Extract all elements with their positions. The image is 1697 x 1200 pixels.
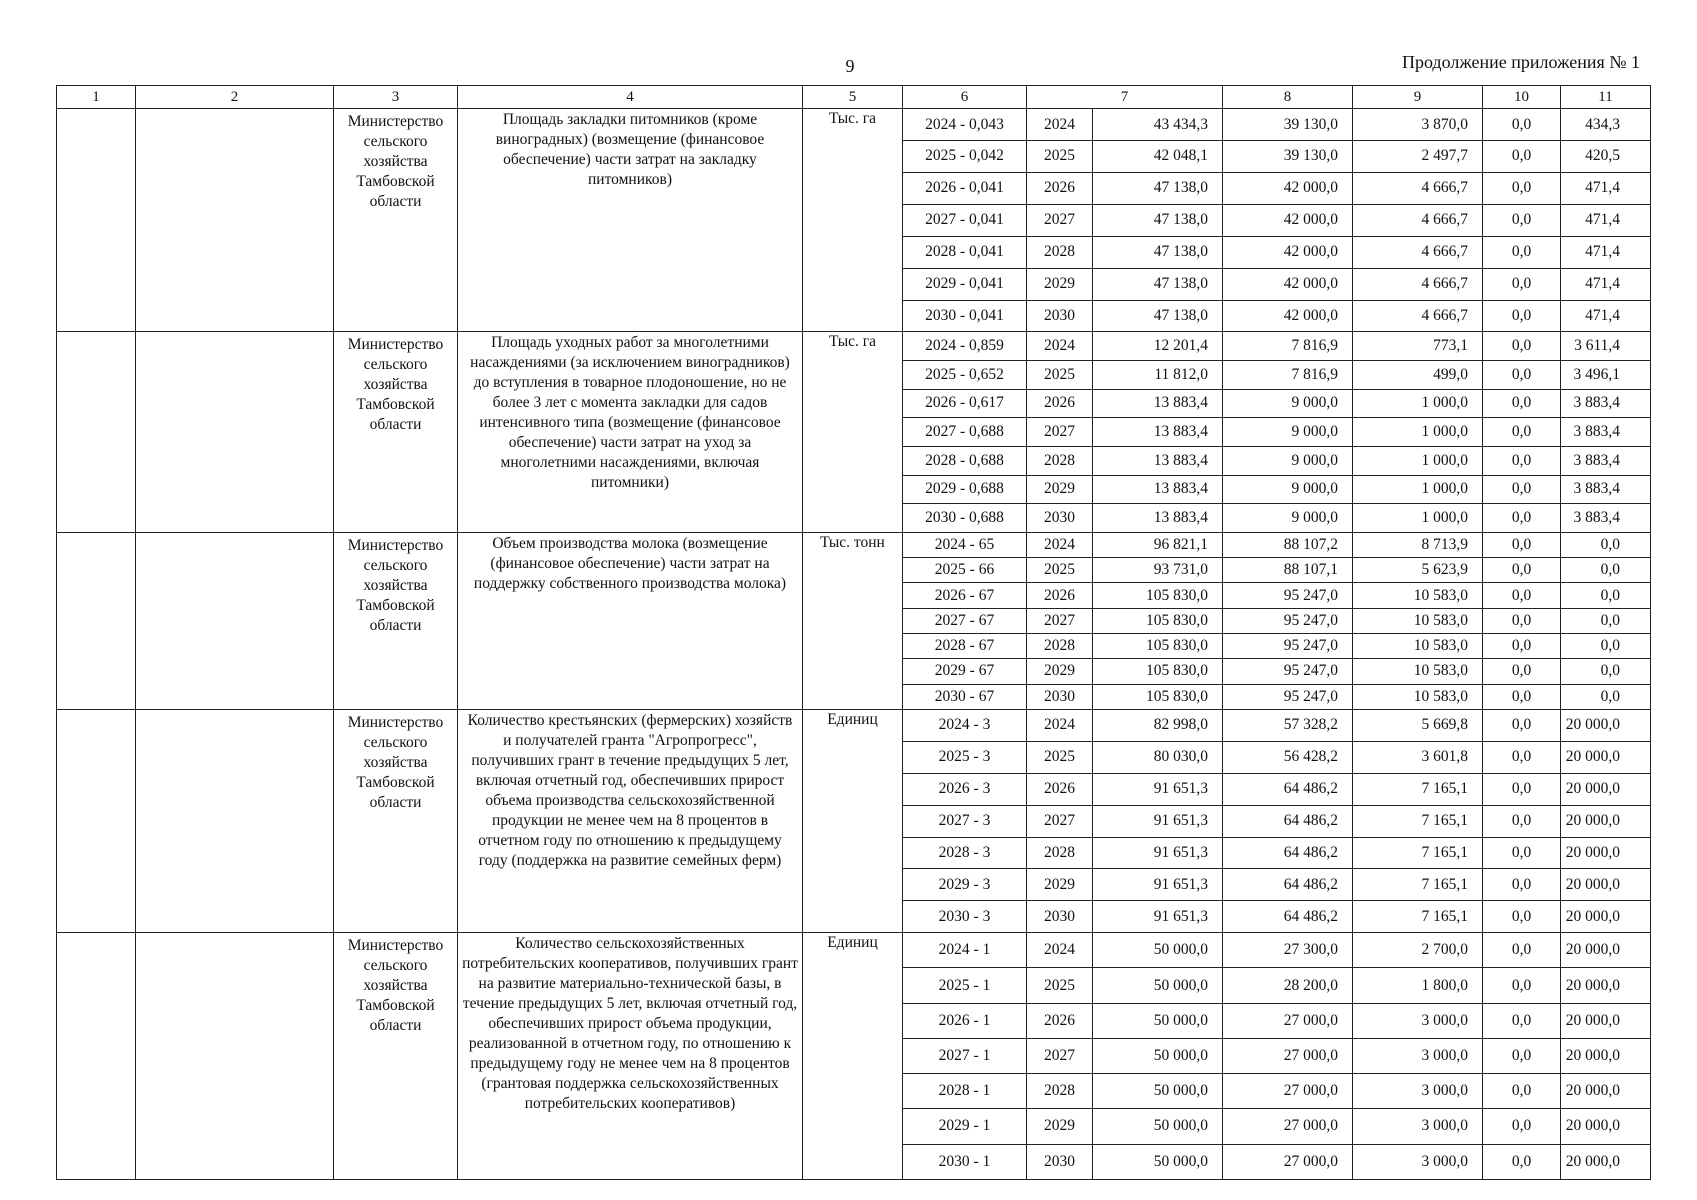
table-row <box>57 709 1651 741</box>
col8-amount-cell: 27 000,0 <box>1223 1109 1353 1144</box>
col2-cell <box>136 532 334 709</box>
col8-amount-cell: 27 000,0 <box>1223 1074 1353 1109</box>
target-value-cell: 2026 - 0,041 <box>903 172 1027 204</box>
total-amount-cell: 13 883,4 <box>1093 446 1223 475</box>
col10-amount-cell: 0,0 <box>1483 1109 1561 1144</box>
col8-amount-cell: 9 000,0 <box>1223 418 1353 447</box>
col9-amount-cell: 3 601,8 <box>1353 741 1483 773</box>
col10-amount-cell: 0,0 <box>1483 389 1561 418</box>
total-amount-cell: 13 883,4 <box>1093 504 1223 533</box>
total-amount-cell: 50 000,0 <box>1093 1038 1223 1073</box>
total-amount-cell: 43 434,3 <box>1093 109 1223 141</box>
year-cell: 2027 <box>1027 805 1093 837</box>
table-row <box>57 332 1651 361</box>
col10-amount-cell: 0,0 <box>1483 504 1561 533</box>
total-amount-cell: 50 000,0 <box>1093 1074 1223 1109</box>
col9-amount-cell: 4 666,7 <box>1353 268 1483 300</box>
col2-cell <box>136 933 334 1180</box>
year-cell: 2024 <box>1027 709 1093 741</box>
total-amount-cell: 13 883,4 <box>1093 389 1223 418</box>
header-col-2: 2 <box>136 86 334 109</box>
col10-amount-cell: 0,0 <box>1483 1038 1561 1073</box>
col2-cell <box>136 109 334 332</box>
col11-amount-cell: 20 000,0 <box>1561 773 1651 805</box>
col8-amount-cell: 9 000,0 <box>1223 504 1353 533</box>
col10-amount-cell: 0,0 <box>1483 933 1561 968</box>
target-value-cell: 2024 - 0,859 <box>903 332 1027 361</box>
col11-amount-cell: 471,4 <box>1561 204 1651 236</box>
col9-amount-cell: 10 583,0 <box>1353 633 1483 658</box>
col8-amount-cell: 27 000,0 <box>1223 1144 1353 1179</box>
header-col-4: 4 <box>458 86 803 109</box>
col10-amount-cell: 0,0 <box>1483 805 1561 837</box>
target-value-cell: 2030 - 0,688 <box>903 504 1027 533</box>
col10-amount-cell: 0,0 <box>1483 236 1561 268</box>
col2-cell <box>136 332 334 532</box>
ministry-cell: Министерство сельского хозяйства Тамбовской области <box>334 709 458 932</box>
target-value-cell: 2026 - 67 <box>903 583 1027 608</box>
col10-amount-cell: 0,0 <box>1483 558 1561 583</box>
year-cell: 2026 <box>1027 773 1093 805</box>
year-cell: 2028 <box>1027 446 1093 475</box>
col11-amount-cell: 471,4 <box>1561 300 1651 332</box>
col8-amount-cell: 42 000,0 <box>1223 300 1353 332</box>
target-value-cell: 2027 - 1 <box>903 1038 1027 1073</box>
total-amount-cell: 50 000,0 <box>1093 968 1223 1003</box>
year-cell: 2025 <box>1027 968 1093 1003</box>
target-value-cell: 2027 - 0,688 <box>903 418 1027 447</box>
year-cell: 2030 <box>1027 901 1093 933</box>
col11-amount-cell: 0,0 <box>1561 583 1651 608</box>
col11-amount-cell: 20 000,0 <box>1561 741 1651 773</box>
total-amount-cell: 91 651,3 <box>1093 805 1223 837</box>
col9-amount-cell: 5 623,9 <box>1353 558 1483 583</box>
col11-amount-cell: 3 883,4 <box>1561 446 1651 475</box>
header-col-10: 10 <box>1483 86 1561 109</box>
col8-amount-cell: 64 486,2 <box>1223 869 1353 901</box>
year-cell: 2028 <box>1027 633 1093 658</box>
col10-amount-cell: 0,0 <box>1483 300 1561 332</box>
target-value-cell: 2027 - 3 <box>903 805 1027 837</box>
col10-amount-cell: 0,0 <box>1483 475 1561 504</box>
col9-amount-cell: 7 165,1 <box>1353 773 1483 805</box>
target-value-cell: 2025 - 1 <box>903 968 1027 1003</box>
indicator-cell: Количество сельскохозяйственных потребительских кооперативов, получивших грант на развитие материально-технической базы, в течение предыдущих 5 лет, включая отчетный год, обеспечивших прирост объема продукции, реализованной в отчетном году, по отношению к предыдущему году не менее чем на 8 процентов (грантовая поддержка сельскохозяйственных потребительских кооперативов) <box>458 933 803 1180</box>
col9-amount-cell: 499,0 <box>1353 361 1483 390</box>
target-value-cell: 2028 - 0,041 <box>903 236 1027 268</box>
col11-amount-cell: 20 000,0 <box>1561 1144 1651 1179</box>
year-cell: 2025 <box>1027 558 1093 583</box>
col9-amount-cell: 8 713,9 <box>1353 532 1483 557</box>
ministry-cell: Министерство сельского хозяйства Тамбовской области <box>334 532 458 709</box>
col9-amount-cell: 10 583,0 <box>1353 583 1483 608</box>
col1-cell <box>57 709 136 932</box>
total-amount-cell: 105 830,0 <box>1093 633 1223 658</box>
col11-amount-cell: 0,0 <box>1561 558 1651 583</box>
year-cell: 2026 <box>1027 1003 1093 1038</box>
total-amount-cell: 47 138,0 <box>1093 300 1223 332</box>
col9-amount-cell: 7 165,1 <box>1353 869 1483 901</box>
header-col-7: 7 <box>1027 86 1223 109</box>
unit-cell: Тыс. га <box>803 332 903 532</box>
year-cell: 2025 <box>1027 741 1093 773</box>
col9-amount-cell: 1 000,0 <box>1353 446 1483 475</box>
target-value-cell: 2025 - 0,652 <box>903 361 1027 390</box>
col11-amount-cell: 20 000,0 <box>1561 933 1651 968</box>
year-cell: 2024 <box>1027 332 1093 361</box>
total-amount-cell: 47 138,0 <box>1093 172 1223 204</box>
col11-amount-cell: 471,4 <box>1561 268 1651 300</box>
budget-table-container <box>56 85 1650 1180</box>
total-amount-cell: 50 000,0 <box>1093 1003 1223 1038</box>
col8-amount-cell: 64 486,2 <box>1223 837 1353 869</box>
col11-amount-cell: 420,5 <box>1561 141 1651 173</box>
col9-amount-cell: 3 870,0 <box>1353 109 1483 141</box>
header-col-9: 9 <box>1353 86 1483 109</box>
col8-amount-cell: 64 486,2 <box>1223 901 1353 933</box>
col10-amount-cell: 0,0 <box>1483 332 1561 361</box>
col10-amount-cell: 0,0 <box>1483 172 1561 204</box>
year-cell: 2030 <box>1027 1144 1093 1179</box>
year-cell: 2025 <box>1027 361 1093 390</box>
col11-amount-cell: 20 000,0 <box>1561 1038 1651 1073</box>
col8-amount-cell: 64 486,2 <box>1223 805 1353 837</box>
col9-amount-cell: 3 000,0 <box>1353 1144 1483 1179</box>
col8-amount-cell: 42 000,0 <box>1223 204 1353 236</box>
col9-amount-cell: 3 000,0 <box>1353 1109 1483 1144</box>
header-col-11: 11 <box>1561 86 1651 109</box>
col10-amount-cell: 0,0 <box>1483 268 1561 300</box>
col9-amount-cell: 3 000,0 <box>1353 1074 1483 1109</box>
col10-amount-cell: 0,0 <box>1483 1144 1561 1179</box>
target-value-cell: 2029 - 0,688 <box>903 475 1027 504</box>
target-value-cell: 2028 - 1 <box>903 1074 1027 1109</box>
col8-amount-cell: 64 486,2 <box>1223 773 1353 805</box>
year-cell: 2024 <box>1027 532 1093 557</box>
target-value-cell: 2024 - 65 <box>903 532 1027 557</box>
col8-amount-cell: 95 247,0 <box>1223 608 1353 633</box>
total-amount-cell: 82 998,0 <box>1093 709 1223 741</box>
total-amount-cell: 47 138,0 <box>1093 204 1223 236</box>
total-amount-cell: 42 048,1 <box>1093 141 1223 173</box>
col8-amount-cell: 27 000,0 <box>1223 1003 1353 1038</box>
year-cell: 2027 <box>1027 608 1093 633</box>
indicator-cell: Объем производства молока (возмещение (финансовое обеспечение) части затрат на поддержку собственного производства молока) <box>458 532 803 709</box>
total-amount-cell: 93 731,0 <box>1093 558 1223 583</box>
col9-amount-cell: 10 583,0 <box>1353 608 1483 633</box>
indicator-cell: Количество крестьянских (фермерских) хозяйств и получателей гранта "Агропрогресс", получивших грант в течение предыдущих 5 лет, включая отчетный год, обеспечивших прирост объема производства сельскохозяйственной продукции не менее чем на 8 процентов в отчетном году по отношению к предыдущему году (поддержка на развитие семейных ферм) <box>458 709 803 932</box>
year-cell: 2029 <box>1027 268 1093 300</box>
col10-amount-cell: 0,0 <box>1483 532 1561 557</box>
col9-amount-cell: 1 000,0 <box>1353 389 1483 418</box>
target-value-cell: 2030 - 0,041 <box>903 300 1027 332</box>
year-cell: 2027 <box>1027 1038 1093 1073</box>
col11-amount-cell: 3 883,4 <box>1561 475 1651 504</box>
year-cell: 2030 <box>1027 300 1093 332</box>
col10-amount-cell: 0,0 <box>1483 968 1561 1003</box>
header-col-5: 5 <box>803 86 903 109</box>
target-value-cell: 2025 - 3 <box>903 741 1027 773</box>
table-row <box>57 933 1651 968</box>
col10-amount-cell: 0,0 <box>1483 141 1561 173</box>
ministry-cell: Министерство сельского хозяйства Тамбовской области <box>334 933 458 1180</box>
col10-amount-cell: 0,0 <box>1483 109 1561 141</box>
col2-cell <box>136 709 334 932</box>
col11-amount-cell: 20 000,0 <box>1561 968 1651 1003</box>
indicator-cell: Площадь уходных работ за многолетними насаждениями (за исключением виноградников) до вступления в товарное плодоношение, но не более 3 лет с момента закладки для садов интенсивного типа (возмещение (финансовое обеспечение) части затрат на уход за многолетними насаждениями, включая питомники) <box>458 332 803 532</box>
target-value-cell: 2024 - 1 <box>903 933 1027 968</box>
target-value-cell: 2030 - 1 <box>903 1144 1027 1179</box>
col10-amount-cell: 0,0 <box>1483 684 1561 709</box>
total-amount-cell: 105 830,0 <box>1093 659 1223 684</box>
total-amount-cell: 80 030,0 <box>1093 741 1223 773</box>
year-cell: 2028 <box>1027 1074 1093 1109</box>
col11-amount-cell: 20 000,0 <box>1561 869 1651 901</box>
total-amount-cell: 11 812,0 <box>1093 361 1223 390</box>
year-cell: 2026 <box>1027 172 1093 204</box>
col8-amount-cell: 9 000,0 <box>1223 389 1353 418</box>
unit-cell: Тыс. тонн <box>803 532 903 709</box>
col11-amount-cell: 3 611,4 <box>1561 332 1651 361</box>
year-cell: 2025 <box>1027 141 1093 173</box>
col8-amount-cell: 42 000,0 <box>1223 268 1353 300</box>
col10-amount-cell: 0,0 <box>1483 837 1561 869</box>
year-cell: 2029 <box>1027 475 1093 504</box>
target-value-cell: 2027 - 0,041 <box>903 204 1027 236</box>
year-cell: 2027 <box>1027 204 1093 236</box>
col9-amount-cell: 4 666,7 <box>1353 236 1483 268</box>
year-cell: 2029 <box>1027 659 1093 684</box>
header-col-6: 6 <box>903 86 1027 109</box>
target-value-cell: 2029 - 3 <box>903 869 1027 901</box>
col1-cell <box>57 933 136 1180</box>
unit-cell: Единиц <box>803 933 903 1180</box>
col10-amount-cell: 0,0 <box>1483 361 1561 390</box>
target-value-cell: 2024 - 3 <box>903 709 1027 741</box>
col8-amount-cell: 56 428,2 <box>1223 741 1353 773</box>
total-amount-cell: 13 883,4 <box>1093 475 1223 504</box>
target-value-cell: 2024 - 0,043 <box>903 109 1027 141</box>
total-amount-cell: 13 883,4 <box>1093 418 1223 447</box>
total-amount-cell: 105 830,0 <box>1093 583 1223 608</box>
year-cell: 2028 <box>1027 837 1093 869</box>
target-value-cell: 2029 - 0,041 <box>903 268 1027 300</box>
col11-amount-cell: 434,3 <box>1561 109 1651 141</box>
col8-amount-cell: 95 247,0 <box>1223 583 1353 608</box>
total-amount-cell: 50 000,0 <box>1093 1109 1223 1144</box>
total-amount-cell: 47 138,0 <box>1093 268 1223 300</box>
col9-amount-cell: 4 666,7 <box>1353 300 1483 332</box>
year-cell: 2028 <box>1027 236 1093 268</box>
header-col-3: 3 <box>334 86 458 109</box>
total-amount-cell: 105 830,0 <box>1093 608 1223 633</box>
year-cell: 2029 <box>1027 869 1093 901</box>
col10-amount-cell: 0,0 <box>1483 1074 1561 1109</box>
col11-amount-cell: 20 000,0 <box>1561 837 1651 869</box>
target-value-cell: 2028 - 3 <box>903 837 1027 869</box>
col11-amount-cell: 0,0 <box>1561 684 1651 709</box>
col1-cell <box>57 109 136 332</box>
col9-amount-cell: 2 700,0 <box>1353 933 1483 968</box>
col11-amount-cell: 0,0 <box>1561 608 1651 633</box>
year-cell: 2026 <box>1027 583 1093 608</box>
col10-amount-cell: 0,0 <box>1483 659 1561 684</box>
budget-table <box>56 85 1651 1180</box>
col9-amount-cell: 1 000,0 <box>1353 504 1483 533</box>
col10-amount-cell: 0,0 <box>1483 446 1561 475</box>
col9-amount-cell: 5 669,8 <box>1353 709 1483 741</box>
col9-amount-cell: 1 800,0 <box>1353 968 1483 1003</box>
col9-amount-cell: 7 165,1 <box>1353 837 1483 869</box>
table-row <box>57 109 1651 141</box>
col8-amount-cell: 88 107,1 <box>1223 558 1353 583</box>
col1-cell <box>57 532 136 709</box>
total-amount-cell: 50 000,0 <box>1093 1144 1223 1179</box>
col9-amount-cell: 3 000,0 <box>1353 1038 1483 1073</box>
col8-amount-cell: 88 107,2 <box>1223 532 1353 557</box>
col8-amount-cell: 7 816,9 <box>1223 361 1353 390</box>
col11-amount-cell: 0,0 <box>1561 532 1651 557</box>
total-amount-cell: 96 821,1 <box>1093 532 1223 557</box>
col8-amount-cell: 27 000,0 <box>1223 1038 1353 1073</box>
total-amount-cell: 105 830,0 <box>1093 684 1223 709</box>
col9-amount-cell: 3 000,0 <box>1353 1003 1483 1038</box>
total-amount-cell: 91 651,3 <box>1093 773 1223 805</box>
col11-amount-cell: 3 883,4 <box>1561 504 1651 533</box>
table-body <box>57 86 1651 1180</box>
col8-amount-cell: 9 000,0 <box>1223 446 1353 475</box>
col11-amount-cell: 20 000,0 <box>1561 901 1651 933</box>
col11-amount-cell: 0,0 <box>1561 633 1651 658</box>
col10-amount-cell: 0,0 <box>1483 709 1561 741</box>
year-cell: 2027 <box>1027 418 1093 447</box>
col10-amount-cell: 0,0 <box>1483 633 1561 658</box>
target-value-cell: 2026 - 1 <box>903 1003 1027 1038</box>
col10-amount-cell: 0,0 <box>1483 1003 1561 1038</box>
target-value-cell: 2029 - 1 <box>903 1109 1027 1144</box>
col8-amount-cell: 42 000,0 <box>1223 172 1353 204</box>
col11-amount-cell: 3 496,1 <box>1561 361 1651 390</box>
col11-amount-cell: 20 000,0 <box>1561 1003 1651 1038</box>
ministry-cell: Министерство сельского хозяйства Тамбовской области <box>334 109 458 332</box>
year-cell: 2024 <box>1027 109 1093 141</box>
header-row <box>57 86 1651 109</box>
col11-amount-cell: 0,0 <box>1561 659 1651 684</box>
continuation-label: Продолжение приложения № 1 <box>1401 52 1640 72</box>
page-number: 9 <box>845 56 855 76</box>
col9-amount-cell: 10 583,0 <box>1353 659 1483 684</box>
col10-amount-cell: 0,0 <box>1483 773 1561 805</box>
ministry-cell: Министерство сельского хозяйства Тамбовской области <box>334 332 458 532</box>
target-value-cell: 2025 - 66 <box>903 558 1027 583</box>
col11-amount-cell: 471,4 <box>1561 172 1651 204</box>
unit-cell: Единиц <box>803 709 903 932</box>
target-value-cell: 2027 - 67 <box>903 608 1027 633</box>
year-cell: 2030 <box>1027 684 1093 709</box>
total-amount-cell: 91 651,3 <box>1093 837 1223 869</box>
total-amount-cell: 47 138,0 <box>1093 236 1223 268</box>
target-value-cell: 2025 - 0,042 <box>903 141 1027 173</box>
col8-amount-cell: 42 000,0 <box>1223 236 1353 268</box>
col10-amount-cell: 0,0 <box>1483 418 1561 447</box>
target-value-cell: 2029 - 67 <box>903 659 1027 684</box>
col8-amount-cell: 57 328,2 <box>1223 709 1353 741</box>
col9-amount-cell: 1 000,0 <box>1353 418 1483 447</box>
col11-amount-cell: 20 000,0 <box>1561 1074 1651 1109</box>
col8-amount-cell: 95 247,0 <box>1223 659 1353 684</box>
year-cell: 2024 <box>1027 933 1093 968</box>
col11-amount-cell: 471,4 <box>1561 236 1651 268</box>
col11-amount-cell: 3 883,4 <box>1561 418 1651 447</box>
col11-amount-cell: 20 000,0 <box>1561 709 1651 741</box>
target-value-cell: 2030 - 3 <box>903 901 1027 933</box>
header-col-8: 8 <box>1223 86 1353 109</box>
indicator-cell: Площадь закладки питомников (кроме виноградных) (возмещение (финансовое обеспечение) части затрат на закладку питомников) <box>458 109 803 332</box>
col8-amount-cell: 7 816,9 <box>1223 332 1353 361</box>
year-cell: 2029 <box>1027 1109 1093 1144</box>
table-row <box>57 532 1651 557</box>
col9-amount-cell: 773,1 <box>1353 332 1483 361</box>
col9-amount-cell: 7 165,1 <box>1353 805 1483 837</box>
total-amount-cell: 50 000,0 <box>1093 933 1223 968</box>
col9-amount-cell: 7 165,1 <box>1353 901 1483 933</box>
unit-cell: Тыс. га <box>803 109 903 332</box>
target-value-cell: 2028 - 67 <box>903 633 1027 658</box>
col10-amount-cell: 0,0 <box>1483 583 1561 608</box>
col8-amount-cell: 27 300,0 <box>1223 933 1353 968</box>
target-value-cell: 2030 - 67 <box>903 684 1027 709</box>
col10-amount-cell: 0,0 <box>1483 608 1561 633</box>
col9-amount-cell: 4 666,7 <box>1353 204 1483 236</box>
col11-amount-cell: 3 883,4 <box>1561 389 1651 418</box>
col9-amount-cell: 10 583,0 <box>1353 684 1483 709</box>
col8-amount-cell: 28 200,0 <box>1223 968 1353 1003</box>
col8-amount-cell: 95 247,0 <box>1223 633 1353 658</box>
col8-amount-cell: 9 000,0 <box>1223 475 1353 504</box>
col10-amount-cell: 0,0 <box>1483 741 1561 773</box>
target-value-cell: 2026 - 3 <box>903 773 1027 805</box>
col9-amount-cell: 4 666,7 <box>1353 172 1483 204</box>
col10-amount-cell: 0,0 <box>1483 204 1561 236</box>
total-amount-cell: 91 651,3 <box>1093 901 1223 933</box>
year-cell: 2030 <box>1027 504 1093 533</box>
year-cell: 2026 <box>1027 389 1093 418</box>
col10-amount-cell: 0,0 <box>1483 901 1561 933</box>
col8-amount-cell: 39 130,0 <box>1223 109 1353 141</box>
target-value-cell: 2028 - 0,688 <box>903 446 1027 475</box>
col11-amount-cell: 20 000,0 <box>1561 805 1651 837</box>
col1-cell <box>57 332 136 532</box>
header-col-1: 1 <box>57 86 136 109</box>
total-amount-cell: 91 651,3 <box>1093 869 1223 901</box>
col10-amount-cell: 0,0 <box>1483 869 1561 901</box>
col8-amount-cell: 95 247,0 <box>1223 684 1353 709</box>
col11-amount-cell: 20 000,0 <box>1561 1109 1651 1144</box>
col9-amount-cell: 1 000,0 <box>1353 475 1483 504</box>
col8-amount-cell: 39 130,0 <box>1223 141 1353 173</box>
target-value-cell: 2026 - 0,617 <box>903 389 1027 418</box>
total-amount-cell: 12 201,4 <box>1093 332 1223 361</box>
col9-amount-cell: 2 497,7 <box>1353 141 1483 173</box>
